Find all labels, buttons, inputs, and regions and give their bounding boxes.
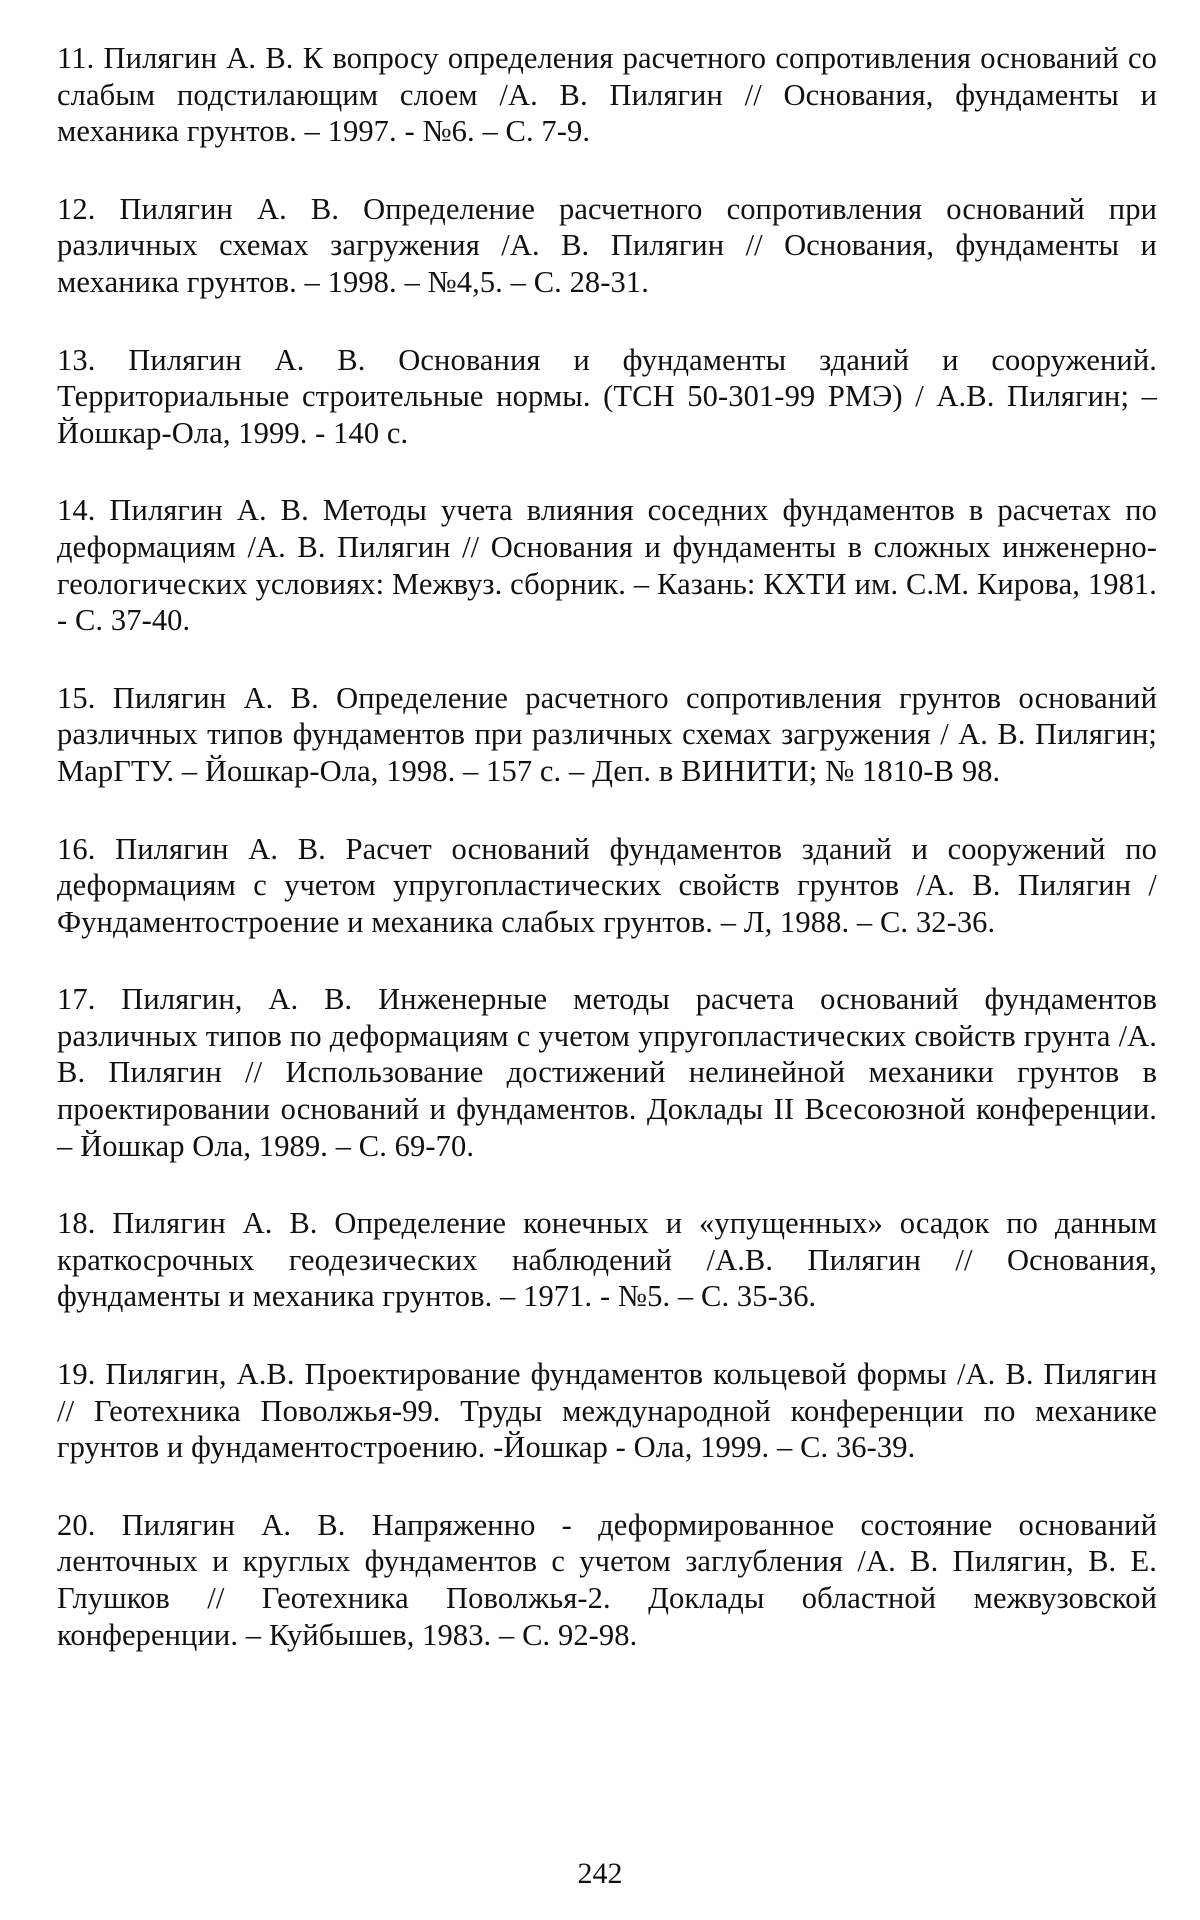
- reference-20: 20. Пилягин А. В. Напряженно - деформированное состояние оснований ленточных и круглых фундаментов с учетом заглубления /А. В. Пилягин, В. Е. Глушков // Геотехника Поволжья-2. Доклады областной межвузовской конференции. – Куйбышев, 1983. – С. 92-98.: [57, 1507, 1157, 1652]
- reference-13: 13. Пилягин А. В. Основания и фундаменты зданий и сооружений. Территориальные строительные нормы. (ТСН 50-301-99 РМЭ) / А.В. Пилягин; – Йошкар-Ола, 1999. - 140 с.: [57, 342, 1157, 450]
- reference-16: 16. Пилягин А. В. Расчет оснований фундаментов зданий и сооружений по деформациям с учетом упругопластических свойств грунтов /А. В. Пилягин / Фундаментостроение и механика слабых грунтов. – Л, 1988. – С. 32-36.: [57, 831, 1157, 939]
- reference-18: 18. Пилягин А. В. Определение конечных и «упущенных» осадок по данным краткосрочных геодезических наблюдений /А.В. Пилягин // Основания, фундаменты и механика грунтов. – 1971. - №5. – С. 35-36.: [57, 1206, 1157, 1314]
- reference-15: 15. Пилягин А. В. Определение расчетного сопротивления грунтов оснований различных типов фундаментов при различных схемах загружения / А. В. Пилягин; МарГТУ. – Йошкар-Ола, 1998. – 157 с. – Деп. в ВИНИТИ; № 1810-В 98.: [57, 680, 1157, 788]
- reference-14: 14. Пилягин А. В. Методы учета влияния соседних фундаментов в расчетах по деформациям /А. В. Пилягин // Основания и фундаменты в сложных инженерно-геологических условиях: Межвуз. сборник. – Казань: КХТИ им. С.М. Кирова, 1981. - С. 37-40.: [57, 493, 1157, 638]
- reference-list: [57, 40, 1157, 1694]
- reference-17: 17. Пилягин, А. В. Инженерные методы расчета оснований фундаментов различных типов по деформациям с учетом упругопластических свойств грунта /А. В. Пилягин // Использование достижений нелинейной механики грунтов в проектировании оснований и фундаментов. Доклады II Всесоюзной конференции. – Йошкар Ола, 1989. – С. 69-70.: [57, 982, 1157, 1163]
- reference-11: 11. Пилягин А. В. К вопросу определения расчетного сопротивления оснований со слабым подстилающим слоем /А. В. Пилягин // Основания, фундаменты и механика грунтов. – 1997. - №6. – С. 7-9.: [57, 41, 1157, 149]
- reference-12: 12. Пилягин А. В. Определение расчетного сопротивления оснований при различных схемах загружения /А. В. Пилягин // Основания, фундаменты и механика грунтов. – 1998. – №4,5. – С. 28-31.: [57, 191, 1157, 299]
- reference-19: 19. Пилягин, А.В. Проектирование фундаментов кольцевой формы /А. В. Пилягин // Геотехника Поволжья-99. Труды международной конференции по механике грунтов и фундаментостроению. -Йошкар - Ола, 1999. – С. 36-39.: [57, 1357, 1157, 1465]
- page-number: 242: [577, 1857, 623, 1890]
